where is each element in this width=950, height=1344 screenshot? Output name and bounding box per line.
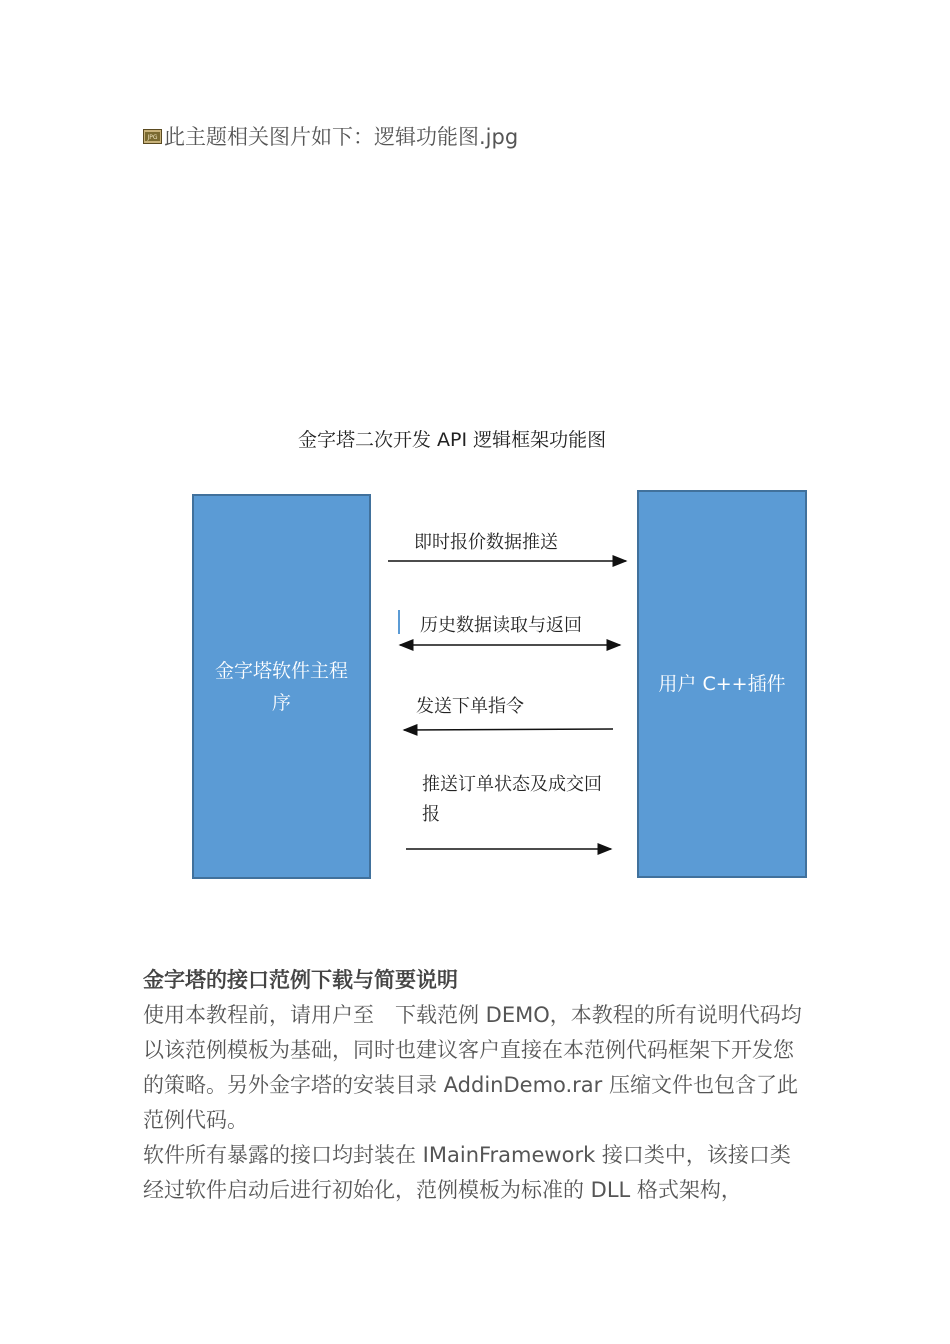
svg-text:JPG: JPG [147,133,158,141]
flow-label-realtime-quotes: 即时报价数据推送 [414,532,558,553]
caption-text: 此主题相关图片如下：逻辑功能图.jpg [164,125,519,149]
arrow-send-order [404,729,613,730]
paragraph: 使用本教程前，请用户至 下载范例 DEMO，本教程的所有说明代码均以该范例模板为基础，同时也建议客户直接在本范例代码框架下开发您的策略。另外金字塔的安装目录 AddinDemo.rar 压缩文件也包含了此范例代码。 [143,1003,802,1132]
section-heading: 金字塔的接口范例下载与简要说明 [143,968,458,992]
flow-label-history-data: 历史数据读取与返回 [420,615,582,636]
flow-label-send-order: 发送下单指令 [416,696,524,717]
paragraph: 软件所有暴露的接口均封装在 IMainFramework 接口类中，该接口类经过软件启动后进行初始化，范例模板为标准的 DLL 格式架构， [143,1143,791,1202]
diagram-title: 金字塔二次开发 API 逻辑框架功能图 [298,429,607,451]
user-plugin-box [637,490,807,878]
body-text [143,998,808,1208]
image-caption [143,122,518,150]
user-plugin-label: 用户 C++插件 [658,673,786,695]
flow-label-order-status: 推送订单状态及成交回报 [422,774,602,825]
main-program-box [192,494,371,879]
jpg-file-icon [143,129,162,144]
main-program-label: 金字塔软件主程序 [214,659,348,714]
